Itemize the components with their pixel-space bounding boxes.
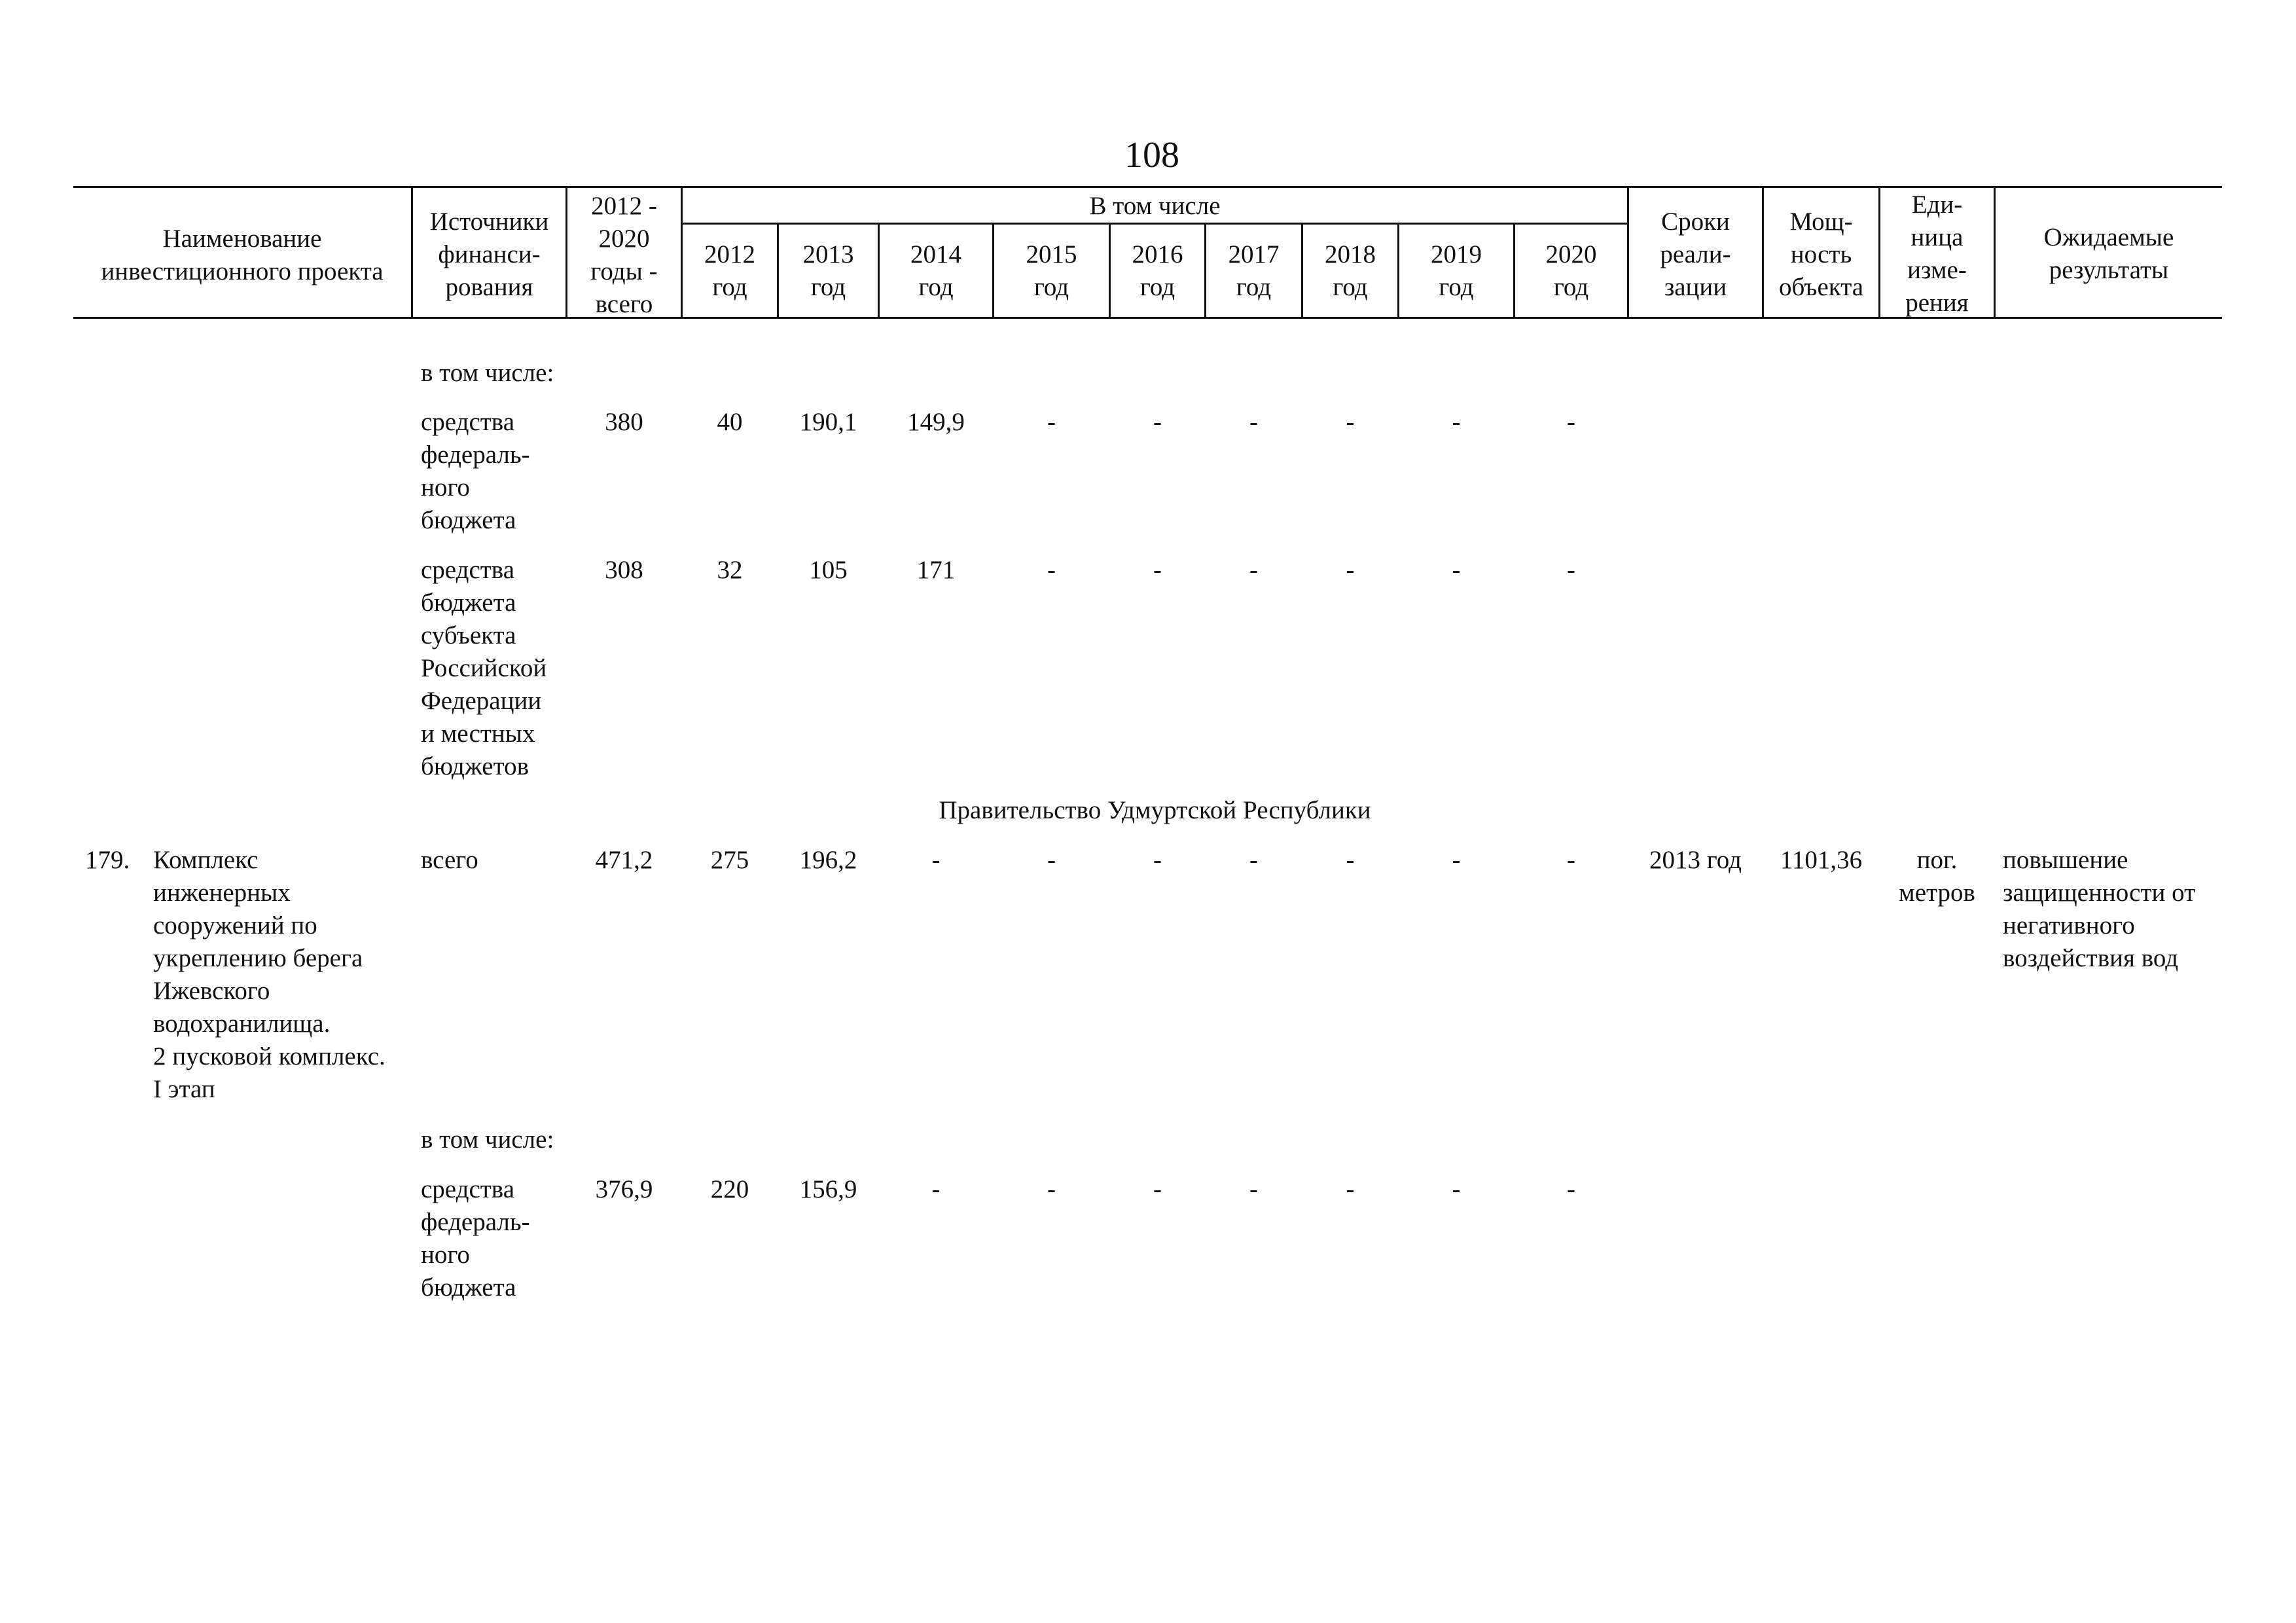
header-unit: Еди- ница изме- рения — [1905, 191, 1969, 317]
value-2020: - — [1567, 1175, 1575, 1203]
value-2013: 105 — [809, 556, 848, 584]
header-sources: Источники финанси- рования — [429, 208, 549, 301]
header-project-name: Наименование инвестиционного проекта — [101, 225, 384, 285]
value-2012: 32 — [717, 556, 743, 584]
value-2018: - — [1346, 1175, 1355, 1203]
header-year-2016: 2016 год — [1132, 240, 1183, 301]
value-2015: - — [1047, 846, 1056, 874]
value-2012: 40 — [717, 408, 743, 436]
value-2019: - — [1452, 1175, 1461, 1203]
value-2015: - — [1047, 1175, 1056, 1203]
including-label: в том числе: — [421, 1125, 554, 1154]
value-2018: - — [1346, 846, 1355, 874]
value-2013: 196,2 — [799, 846, 857, 874]
value-2019: - — [1452, 846, 1461, 874]
value-2012: 220 — [710, 1175, 749, 1203]
value-2015: - — [1047, 408, 1056, 436]
including-subrule — [682, 223, 1627, 225]
source-total: всего — [421, 846, 478, 874]
header-year-2020: 2020 год — [1545, 240, 1597, 301]
value-2013: 190,1 — [799, 408, 857, 436]
header-year-2015: 2015 год — [1026, 240, 1077, 301]
value-total: 376,9 — [595, 1175, 653, 1203]
value-2019: - — [1452, 408, 1461, 436]
header-year-2013: 2013 год — [802, 240, 854, 301]
value-2016: - — [1153, 408, 1162, 436]
value-2018: - — [1346, 556, 1355, 584]
header-top-rule — [73, 186, 2222, 188]
source-subject-budget: средства бюджета субъекта Российской Федерации и местных бюджетов — [421, 556, 547, 780]
value-2016: - — [1153, 846, 1162, 874]
value-2016: - — [1153, 1175, 1162, 1203]
section-title: Правительство Удмуртской Республики — [939, 796, 1371, 824]
value-total: 308 — [605, 556, 643, 584]
value-2017: - — [1249, 408, 1258, 436]
header-total: 2012 - 2020 годы - всего — [590, 192, 658, 318]
value-2017: - — [1249, 1175, 1258, 1203]
value-total: 471,2 — [595, 846, 653, 874]
source-federal-budget: средства федераль- ного бюджета — [421, 408, 530, 534]
value-2019: - — [1452, 556, 1461, 584]
value-2017: - — [1249, 846, 1258, 874]
header-capacity: Мощ- ность объекта — [1778, 208, 1864, 301]
header-year-2012: 2012 год — [704, 240, 755, 301]
value-2012: 275 — [710, 846, 749, 874]
value-2014: - — [931, 846, 941, 874]
including-label: в том числе: — [421, 359, 554, 387]
value-2016: - — [1153, 556, 1162, 584]
value-2014: 171 — [916, 556, 956, 584]
source-federal-budget: средства федераль- ного бюджета — [421, 1175, 530, 1302]
value-2013: 156,9 — [799, 1175, 857, 1203]
project-capacity: 1101,36 — [1780, 846, 1863, 874]
header-year-2018: 2018 год — [1325, 240, 1376, 301]
header-year-2014: 2014 год — [910, 240, 961, 301]
value-2020: - — [1567, 408, 1575, 436]
value-2014: - — [931, 1175, 941, 1203]
project-results: повышение защищенности от негативного воздействия вод — [2003, 846, 2196, 972]
value-2017: - — [1249, 556, 1258, 584]
header-including: В том числе — [1089, 192, 1221, 220]
value-2020: - — [1567, 556, 1575, 584]
page-number: 108 — [1124, 135, 1179, 175]
value-2018: - — [1346, 408, 1355, 436]
project-number: 179. — [85, 846, 130, 874]
header-year-2017: 2017 год — [1228, 240, 1280, 301]
header-year-2019: 2019 год — [1431, 240, 1482, 301]
value-2014: 149,9 — [907, 408, 965, 436]
project-terms: 2013 год — [1649, 846, 1742, 874]
header-terms: Сроки реали- зации — [1660, 208, 1731, 301]
project-unit: пог. метров — [1899, 846, 1975, 907]
value-2015: - — [1047, 556, 1056, 584]
project-name: Комплекс инженерных сооружений по укреплению берега Ижевского водохранилища. 2 пусковой комплекс. I этап — [153, 846, 386, 1103]
value-total: 380 — [605, 408, 643, 436]
header-results: Ожидаемые результаты — [2043, 223, 2174, 284]
value-2020: - — [1567, 846, 1575, 874]
